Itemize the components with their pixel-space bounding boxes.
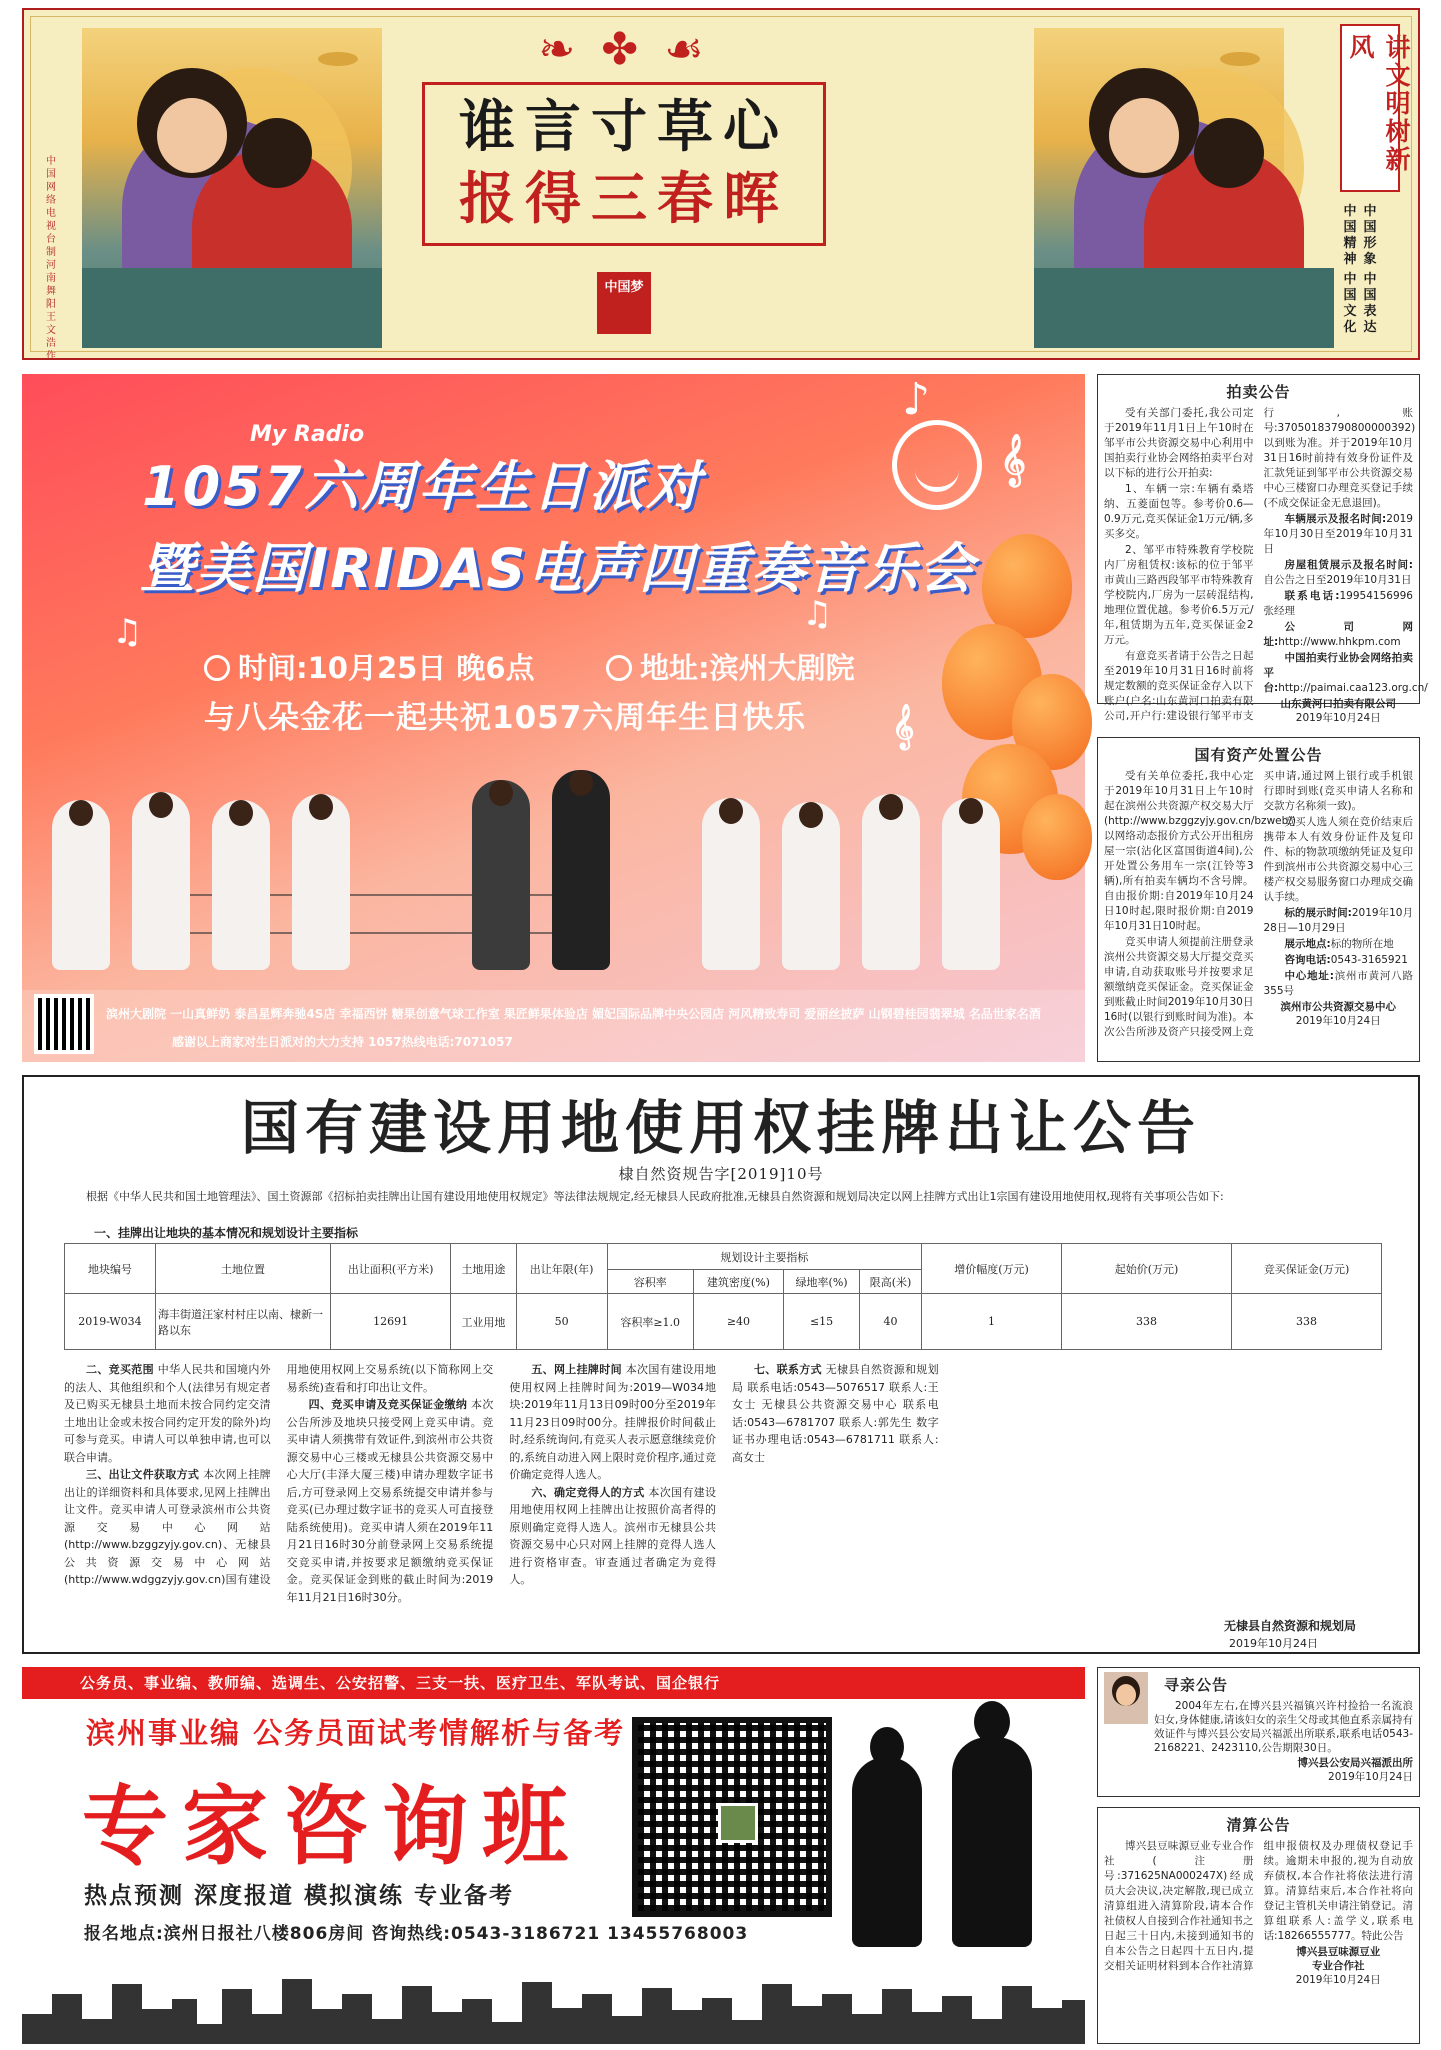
- column-header: 出让面积(平方米): [330, 1244, 450, 1294]
- smiley-icon: [892, 420, 982, 510]
- notice-signature: 博兴县豆味源豆业: [1296, 1946, 1381, 1958]
- chinese-knot-icon: ❧ ✤ ☙: [538, 24, 710, 75]
- table-cell: 338: [1062, 1294, 1232, 1350]
- performer-photo: [942, 798, 1000, 970]
- label: 车辆展示及报名时间:: [1284, 513, 1387, 525]
- ad-tagline: 与八朵金花一起共祝1057六周年生日快乐: [204, 700, 807, 736]
- host-photo: [472, 780, 530, 970]
- section-text: 本次国有建设用地使用权网上挂牌出让按照价高者得的原则确定竞得人选人。滨州市无棣县公共资源交易中心只对网上挂牌的竞得人选人进行资格审查。审查通过者确定为竞得人。: [509, 1485, 716, 1586]
- website-link[interactable]: http://www.hhkpm.com: [1278, 636, 1401, 648]
- notice-title: 拍卖公告: [1226, 383, 1291, 401]
- notice-paragraph: 有意竞买者请于公告之日起至2019年10月31日16时前将规定数额的竞买保证金存入以下账户(户名:山东黄河口拍卖有限公司,开户行:建设银行邹平市支行,账号:37050183790800000392)以到账为准。并于2019年10月31日16时前持有效身份证件及汇款凭证到邹平市公共资源交易中心三楼窗口办理竞买登记手续(不成交保证金无息退回)。: [1104, 407, 1416, 722]
- exam-prep-ad: [22, 1667, 1085, 2044]
- performer-photo: [292, 794, 350, 970]
- section-text: 本次国有建设用地使用权网上挂牌时间为:2019—W034地块:2019年11月13日09时00分至2019年11月23日09时00分。挂牌报价时间截止时,经系统询问,有竞买人表示愿意继续竞价的,系统自动进入网上限时竞价程序,通过竞价确定竞得人选人。: [509, 1363, 716, 1481]
- notice-paragraph: 受有关部门委托,我公司定于2019年11月1日上午10时在邹平市公共资源交易中心利用中国拍卖行业协会网络拍卖平台对以下标的进行公开拍卖:: [1104, 407, 1254, 479]
- ad-footer: [22, 990, 1085, 1062]
- top-banner: [22, 8, 1420, 360]
- table-cell: ≥40: [693, 1294, 783, 1350]
- section-heading: 五、网上挂牌时间: [531, 1363, 622, 1376]
- clock-icon: [204, 655, 230, 681]
- notice-title: 寻亲公告: [1164, 1676, 1229, 1694]
- event-time-text: 时间:10月25日 晚6点: [238, 651, 535, 685]
- notice-body: [1104, 1839, 1413, 1987]
- host-photo: [552, 770, 610, 970]
- slogan-col-3: 中国文化: [1343, 272, 1357, 335]
- mother-child-painting-left: [82, 28, 382, 346]
- notice-paragraph: 受有关单位委托,我中心定于2019年10月31日上午10时起在滨州公共资源产权交易大厅(http://www.bzggzyjy.gov.cn/bzweb/)以网络动态报价方式公开出租房屋一宗(沾化区富国街道4间),公开处置公务用车一宗(江铃等3辆),所有拍卖车辆均不含号牌。自由报价期:自2019年10月24日10时起,限时报价期:自2019年10月31日10时起。: [1104, 770, 1296, 932]
- section-text: 本次公告所涉及地块只接受网上竞买申请。竞买申请人须携带有效证件,到滨州市公共资源交易中心三楼或无棣县公共资源交易中心大厅(丰泽大厦三楼)申请办理数字证书后,方可登录网上交易系统提交申请并参与竞买(已办理过数字证书的竞买人可直接登陆系统使用)。竞买申请人须在2019年11月21日16时30分前登录网上交易系统提交竞买申请,并按要求足额缴纳竞买保证金。竞买保证金到账的截止时间为:2019年11月21日16时30分。: [286, 1398, 494, 1604]
- notice-signature: 无棣县自然资源和规划局: [1223, 1619, 1356, 1633]
- businessman-silhouette: [952, 1737, 1032, 1947]
- page-title: 国有建设用地使用权挂牌出让公告: [240, 1094, 1201, 1162]
- exam-categories-bar: 公务员、事业编、教师编、选调生、公安招警、三支一扶、医疗卫生、军队考试、国企银行: [22, 1667, 1085, 1699]
- column-header: 出让年限(年): [516, 1244, 607, 1294]
- section-heading: 二、竞买范围: [86, 1363, 154, 1376]
- notice-date: 2019年10月24日: [1295, 1974, 1381, 1986]
- value: 0543-3165921: [1330, 954, 1408, 966]
- value: 2019年10月28日—10月29日: [1263, 907, 1413, 934]
- performer-photo: [702, 798, 760, 970]
- balloon-icon: [982, 534, 1072, 638]
- person-photo: [1104, 1672, 1148, 1724]
- column-header: 土地位置: [155, 1244, 330, 1294]
- column-header: 容积率: [607, 1270, 693, 1294]
- radio-anniversary-ad: [22, 374, 1085, 1062]
- table-cell: 容积率≥1.0: [607, 1294, 693, 1350]
- column-header: 建筑密度(%): [693, 1270, 783, 1294]
- table-cell: 2019-W034: [65, 1294, 156, 1350]
- notice-body: [1104, 769, 1413, 1040]
- performer-photo: [782, 802, 840, 970]
- notice-signature: 专业合作社: [1312, 1960, 1365, 1972]
- banner-credit: 中国网络电视台制 河南舞阳 王文浩作: [46, 156, 56, 362]
- notice-body: [1154, 1699, 1413, 1756]
- section-heading: 一、挂牌出让地块的基本情况和规划设计主要指标: [94, 1226, 359, 1240]
- label: 标的展示时间:: [1284, 907, 1352, 919]
- label: 联系电话:: [1284, 590, 1340, 602]
- label: 房屋租赁展示及报名时间:: [1284, 559, 1413, 571]
- performer-photo: [862, 794, 920, 970]
- notice-signature: 滨州市公共资源交易中心: [1280, 1001, 1396, 1013]
- location-pin-icon: [606, 655, 632, 681]
- value: 滨州市黄河八路355号: [1263, 970, 1414, 997]
- section-text: 中华人民共和国境内外的法人、其他组织和个人(法律另有规定者及已购买无棣县土地而未按合同约定交清土地出让金或未按合同约定开发的除外)均可参与竞买。申请人可以单独申请,也可以联合申请。: [64, 1363, 271, 1464]
- poem-line-1: 谁言寸草心: [459, 94, 789, 160]
- column-header: 起始价(万元): [1062, 1244, 1232, 1294]
- businessman-silhouette: [974, 1701, 1010, 1743]
- label: 中心地址:: [1284, 970, 1334, 982]
- slogan-text: 讲文明树新风: [1346, 34, 1411, 174]
- exam-contact: 报名地点:滨州日报社八楼806房间 咨询热线:0543-3186721 13455768003: [84, 1924, 749, 1944]
- liquidation-notice: [1097, 1807, 1420, 2044]
- table-cell: 工业用地: [451, 1294, 516, 1350]
- value: 19954156996张经理: [1263, 590, 1413, 617]
- column-header: 限高(米): [860, 1270, 922, 1294]
- music-note-icon: ♫: [802, 594, 833, 634]
- land-table: [64, 1243, 1382, 1350]
- table-cell: ≤15: [784, 1294, 860, 1350]
- label: 中国拍卖行业协会网络拍卖平台:: [1263, 652, 1413, 694]
- state-asset-notice: [1097, 737, 1420, 1062]
- column-header: 竞买保证金(万元): [1232, 1244, 1382, 1294]
- notice-lead: 根据《中华人民共和国土地管理法》、国土资源部《招标拍卖挂牌出让国有建设用地使用权规定》等法律法规规定,经无棣县人民政府批准,无棣县自然资源和规划局决定以网上挂牌方式出让1宗国有建设用地使用权,现将有关事项公告如下:: [86, 1190, 1224, 1203]
- section-text: 无棣县自然资源和规划局 联系电话:0543—5076517 联系人:王女士 无棣县公共资源交易中心 联系电话:0543—6781707 联系人:郭先生 数字证书办理电话:0543—6781711 联系人:高女士: [731, 1363, 939, 1464]
- section-text: 本次网上挂牌出让的详细资料和具体要求,见网上挂牌出让文件。竞买申请人可登录滨州市公共资源交易中心网站(http://www.bzggzyjy.gov.cn)、无棣县公共资源交易中心网站(http://www.wdggzyjy.gov.cn)国有建设用地使用权网上交易系统(以下简称网上交易系统)查看和打印出让文件。: [64, 1363, 494, 1586]
- notice-paragraph: 1、车辆一宗:车辆有桑塔纳、五菱面包等。参考价0.6—0.9万元,竞买保证金1万元/辆,多买多交。: [1104, 483, 1254, 540]
- notice-signature: 山东黄河口拍卖有限公司: [1280, 698, 1396, 710]
- ad-headline-2: 暨美国IRIDAS电声四重奏音乐会: [140, 537, 976, 600]
- section-heading: 四、竞买申请及竞买保证金缴纳: [308, 1398, 468, 1411]
- section-heading: 七、联系方式: [753, 1363, 822, 1376]
- music-note-icon: ♫: [112, 612, 143, 652]
- performer-photo: [52, 800, 110, 970]
- treble-clef-icon: 𝄞: [892, 704, 915, 748]
- notice-paragraph: 2004年左右,在博兴县兴福镇兴许村捡拾一名流浪妇女,身体健康,请该妇女的亲生父母或其他直系亲属持有效证件与博兴县公安局兴福派出所联系,联系电话0543-2168221、2423110,公告期限30日。: [1154, 1700, 1413, 1754]
- table-cell: 40: [860, 1294, 922, 1350]
- notice-title: 清算公告: [1226, 1816, 1291, 1834]
- land-transfer-notice: [22, 1075, 1420, 1654]
- city-skyline: [22, 1964, 1085, 2044]
- notice-paragraph: 竞买人选人须在竞价结束后携带本人有效身份证件及复印件、标的物款项缴纳凭证及复印件到滨州市公共资源交易中心三楼产权交易服务窗口办理成交确认手续。: [1263, 816, 1413, 903]
- relative-search-notice: [1097, 1667, 1420, 1797]
- section-heading: 三、出让文件获取方式: [86, 1468, 200, 1481]
- performer-photo: [132, 792, 190, 970]
- label: 咨询电话:: [1284, 954, 1331, 966]
- radio-brand: My Radio: [250, 422, 365, 447]
- notice-paragraph: 竞买申请人须提前注册登录滨州公共资源交易大厅提交竞买申请,自动获取账号并按要求足额缴纳竞买保证金。竞买保证金到账截止时间2019年10月30日16时(以银行到账时间为准)。本次公告所涉及资产只接受网上竞买申请,通过网上银行或手机银行即时到账(竞买申请人名称和交款方名称须一致)。: [1104, 770, 1413, 1038]
- table-cell: 海丰街道汪家村村庄以南、棣新一路以东: [155, 1294, 330, 1350]
- notice-title: 国有资产处置公告: [1194, 746, 1323, 764]
- column-header: 地块编号: [65, 1244, 156, 1294]
- value: 自公告之日至2019年10月31日: [1263, 574, 1412, 586]
- notice-date: 2019年10月24日: [1229, 1637, 1318, 1650]
- label: 公司网址:: [1263, 621, 1413, 648]
- column-group-header: 规划设计主要指标: [607, 1244, 921, 1270]
- exam-headline: 专家咨询班: [82, 1776, 582, 1877]
- value: 标的物所在地: [1330, 938, 1394, 950]
- label: 展示地点:: [1284, 938, 1331, 950]
- table-row: [65, 1294, 1382, 1350]
- slogan-box: [1340, 24, 1411, 192]
- sponsor-list: 滨州大剧院 一山真鲜奶 泰昌星辉奔驰4S店 幸福西饼 糖果创意气球工作室 果匠鲜果体验店 媚妃国际品牌中央公园店 河风精致寿司 爱丽丝披萨 山钢碧桂园翡翠城 名品世家名酒: [106, 1007, 1041, 1021]
- slogan-col-2: 中国形象: [1363, 204, 1377, 267]
- document-number: 棣自然资规告字[2019]10号: [618, 1165, 824, 1183]
- businessman-silhouette: [852, 1757, 922, 1947]
- table-header-row: [65, 1244, 1382, 1270]
- notice-body: [64, 1361, 1384, 1623]
- poem-panel: [384, 22, 864, 352]
- mother-child-painting-right: [1034, 28, 1284, 346]
- table-cell: 50: [516, 1294, 607, 1350]
- poem-frame: [422, 82, 826, 246]
- notice-body: [1104, 406, 1428, 725]
- qr-code[interactable]: [34, 994, 94, 1054]
- notice-date: 2019年10月24日: [1295, 712, 1381, 724]
- table-cell: 338: [1232, 1294, 1382, 1350]
- notice-date: 2019年10月24日: [1328, 1771, 1413, 1783]
- ad-headline-1: 1057六周年生日派对: [142, 455, 704, 518]
- notice-signature: 博兴县公安局兴福派出所: [1297, 1757, 1413, 1769]
- event-time: [204, 646, 535, 687]
- table-cell: 1: [922, 1294, 1062, 1350]
- exam-subtitle: 滨州事业编 公务员面试考情解析与备考: [86, 1716, 626, 1750]
- music-note-icon: ♪: [902, 374, 931, 425]
- event-place-text: 地址:滨州大剧院: [640, 651, 855, 685]
- table-cell: 12691: [330, 1294, 450, 1350]
- column-header: 土地用途: [451, 1244, 516, 1294]
- event-place: [606, 646, 855, 687]
- section-heading: 六、确定竞得人的方式: [531, 1485, 645, 1499]
- value: 2019年10月30日至2019年10月31日: [1263, 513, 1413, 555]
- china-dream-seal: 中国梦: [597, 272, 651, 334]
- auction-notice: [1097, 374, 1428, 724]
- slogan-col-4: 中国表达: [1363, 272, 1377, 335]
- balloon-icon: [1022, 794, 1092, 880]
- performer-photo: [212, 800, 270, 970]
- ad-thanks: 感谢以上商家对生日派对的大力支持 1057热线电话:7071057: [172, 1035, 513, 1049]
- website-link[interactable]: http://paimai.caa123.org.cn/: [1278, 682, 1428, 694]
- column-header: 增价幅度(万元): [922, 1244, 1062, 1294]
- poem-line-2: 报得三春晖: [459, 166, 789, 232]
- column-header: 绿地率(%): [784, 1270, 860, 1294]
- notice-paragraph: 博兴县豆味源豆业专业合作社(注册号:371625NA000247X)经成员大会决议,决定解散,现已成立清算组进入清算阶段,请本合作社债权人自接到合作社通知书之日起三十日内,未接到通知书的自本公告之日起四十五日内,提交相关证明材料到本合作社清算组申报债权及办理债权登记手续。逾期未申报的,视为自动放弃债权,本合作社将依法进行清算。清算结束后,本合作社将向登记主管机关申请注销登记。清算组联系人:盖学义,联系电话:18266555777。特此公告: [1104, 1840, 1413, 1972]
- businessman-silhouette: [870, 1727, 904, 1767]
- qr-code[interactable]: [632, 1717, 832, 1917]
- slogan-col-1: 中国精神: [1343, 204, 1357, 267]
- exam-tags: 热点预测 深度报道 模拟演练 专业备考: [84, 1883, 515, 1909]
- treble-clef-icon: 𝄞: [1000, 434, 1027, 485]
- notice-paragraph: 2、邹平市特殊教育学校院内厂房租赁权:该标的位于邹平市黄山三路西段邹平市特殊教育学校院内,厂房为一层砖混结构,地理位置优越。参考价6.5万元/年,租赁期为五年,竞买保证金2万元。: [1104, 544, 1254, 646]
- notice-date: 2019年10月24日: [1295, 1015, 1381, 1027]
